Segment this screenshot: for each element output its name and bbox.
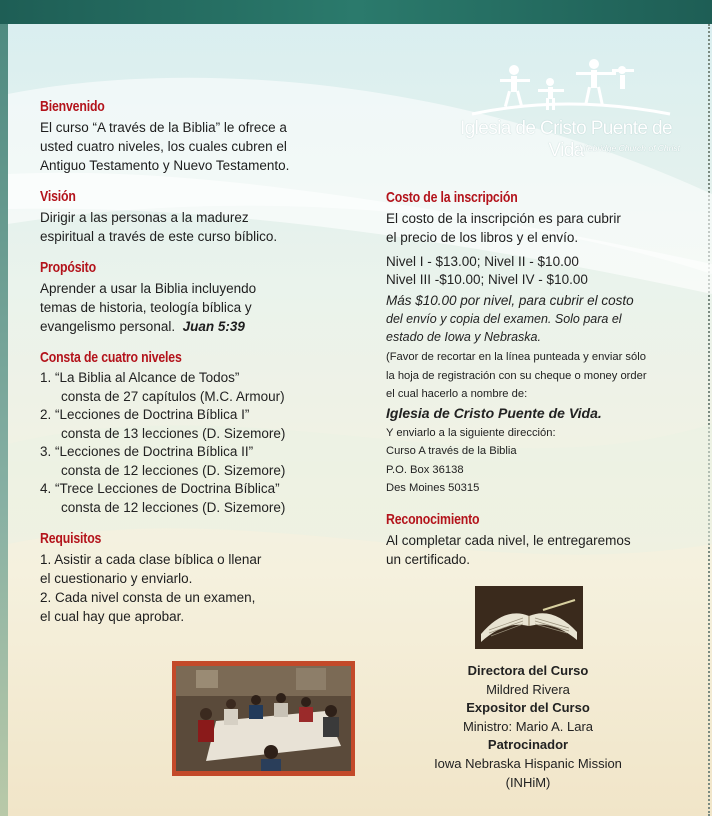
heading-bienvenido: Bienvenido xyxy=(40,98,105,115)
level-item xyxy=(40,369,340,406)
text-line: El costo de la inscripción es para cubrir xyxy=(386,211,621,226)
heading-requisitos: Requisitos xyxy=(40,530,102,547)
instruction-line: la hoja de registración con su cheque o money order xyxy=(386,369,647,382)
class-photo-image xyxy=(176,666,351,771)
level-item xyxy=(40,406,340,443)
level-detail: consta de 12 lecciones (D. Sizemore) xyxy=(61,499,286,515)
payee-name: Iglesia de Cristo Puente de Vida. xyxy=(386,404,602,421)
course-credits xyxy=(412,662,644,792)
class-photo xyxy=(172,661,355,776)
proposito-last-line: evangelismo personal. xyxy=(40,319,176,334)
logo-subtitle: Lifebridge Church of Christ xyxy=(578,143,680,153)
address-line: P.O. Box 36138 xyxy=(386,463,464,476)
level-detail: consta de 27 capítulos (M.C. Armour) xyxy=(61,388,285,404)
level-item xyxy=(40,443,340,480)
instruction-line: (Favor de recortar en la línea punteada y enviar sólo xyxy=(386,351,646,363)
bible-verse: Juan 5:39 xyxy=(182,319,245,334)
text-line: Aprender a usar la Biblia incluyendo xyxy=(40,281,257,296)
text-line: Dirigir a las personas a la madurez xyxy=(40,210,249,225)
text-line: temas de historia, teología bíblica y xyxy=(40,300,252,315)
level-detail: consta de 12 lecciones (D. Sizemore) xyxy=(61,462,286,478)
level-title: 3. “Lecciones de Doctrina Bíblica II” xyxy=(40,444,254,459)
expositor-label: Expositor del Curso xyxy=(466,700,590,716)
shipping-note xyxy=(386,292,686,346)
text-line: Antiguo Testamento y Nuevo Testamento. xyxy=(40,158,290,173)
heading-niveles: Consta de cuatro niveles xyxy=(40,349,182,366)
text-line xyxy=(40,317,340,336)
text-line: el precio de los libros y el envío. xyxy=(386,230,579,245)
text-line: 1. Asistir a cada clase bíblica o llenar xyxy=(40,552,262,567)
patrocinador-label: Patrocinador xyxy=(487,737,569,753)
text-line: el cuestionario y enviarlo. xyxy=(40,571,193,586)
patrocinador-name: Iowa Nebraska Hispanic Mission xyxy=(434,755,622,771)
instructions xyxy=(386,348,686,404)
patrocinador-abbr: (INHiM) xyxy=(505,774,551,790)
heading-reconocimiento: Reconocimiento xyxy=(386,510,480,528)
text-line: un certificado. xyxy=(386,551,471,567)
note-line: estado de Iowa y Nebraska. xyxy=(386,330,541,344)
price-list xyxy=(386,253,686,289)
people-on-bridge-icon xyxy=(452,52,680,122)
address-line: Y enviarlo a la siguiente dirección: xyxy=(386,426,556,439)
section-proposito xyxy=(40,259,340,336)
heading-costo: Costo de la inscripción xyxy=(386,189,518,206)
instruction-line: el cual hacerlo a nombre de: xyxy=(386,388,528,400)
open-bible-photo xyxy=(475,586,583,649)
logo-church-name: Iglesia de Cristo Puente de Vida xyxy=(460,118,672,161)
level-title: 4. “Trece Lecciones de Doctrina Bíblica” xyxy=(40,481,280,496)
section-costo xyxy=(386,189,686,498)
left-edge-strip xyxy=(0,24,8,816)
section-niveles xyxy=(40,349,340,517)
church-logo xyxy=(452,52,680,162)
section-reconocimiento xyxy=(386,511,686,569)
right-column xyxy=(386,189,686,582)
heading-proposito: Propósito xyxy=(40,259,96,276)
text-line: El curso “A través de la Biblia” le ofrece a xyxy=(40,120,287,135)
text-line: usted cuatro niveles, los cuales cubren el xyxy=(40,139,287,154)
text-line: Al completar cada nivel, le entregaremos xyxy=(386,532,631,548)
text-line: el cual hay que aprobar. xyxy=(40,609,185,624)
directora-name: Mildred Rivera xyxy=(486,681,570,697)
level-title: 1. “La Biblia al Alcance de Todos” xyxy=(40,370,240,385)
levels-list xyxy=(40,369,340,517)
expositor-name: Ministro: Mario A. Lara xyxy=(462,718,594,734)
address-line: Des Moines 50315 xyxy=(386,482,480,494)
note-line: Más $10.00 por nivel, para cubrir el costo xyxy=(386,293,634,308)
left-column xyxy=(40,98,340,639)
price-line: Nivel I - $13.00; Nivel II - $10.00 xyxy=(386,254,579,269)
top-banner xyxy=(0,0,712,24)
level-item xyxy=(40,480,340,517)
level-title: 2. “Lecciones de Doctrina Bíblica I” xyxy=(40,407,250,422)
section-bienvenido xyxy=(40,98,340,175)
mailing-address xyxy=(386,424,686,498)
section-requisitos xyxy=(40,530,340,626)
section-vision xyxy=(40,188,340,246)
directora-label: Directora del Curso xyxy=(467,663,589,678)
level-detail: consta de 13 lecciones (D. Sizemore) xyxy=(61,425,286,441)
price-line: Nivel III -$10.00; Nivel IV - $10.00 xyxy=(386,272,588,287)
heading-vision: Visión xyxy=(40,188,76,205)
address-line: Curso A través de la Biblia xyxy=(386,445,517,457)
text-line: espiritual a través de este curso bíblico. xyxy=(40,229,278,244)
note-line: del envío y copia del examen. Solo para el xyxy=(386,312,622,326)
text-line: 2. Cada nivel consta de un examen, xyxy=(40,590,256,605)
